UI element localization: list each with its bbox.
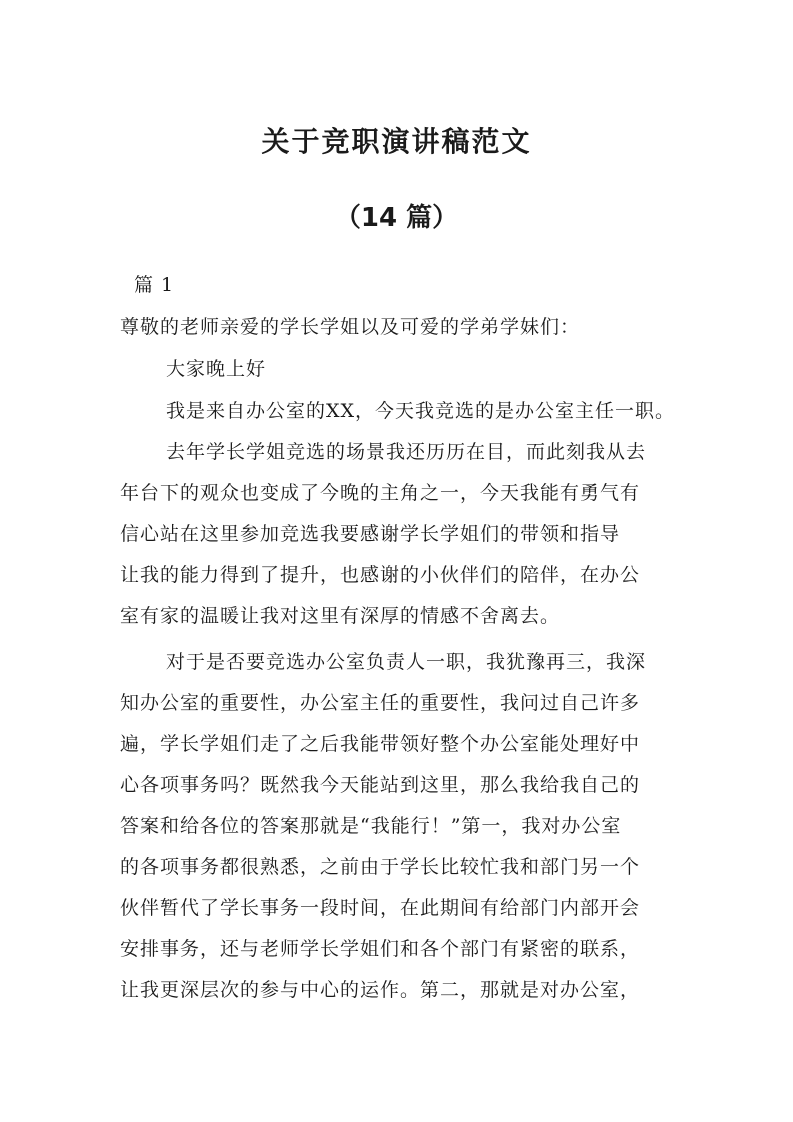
body-line: 知办公室的重要性，办公室主任的重要性，我问过自己许多 [120, 692, 641, 714]
body-line: 室有家的温暖让我对这里有深厚的情感不舍离去。 [120, 605, 561, 627]
body-line: 安排事务，还与老师学长学姐们和各个部门有紧密的联系， [120, 938, 641, 960]
body-line: 信心站在这里参加竞选我要感谢学长学姐们的带领和指导 [120, 523, 621, 545]
body-line: 让我的能力得到了提升，也感谢的小伙伴们的陪伴，在办公 [120, 564, 641, 586]
section-label: 篇 1 [134, 274, 175, 296]
body-line: 我是来自办公室的XX，今天我竞选的是办公室主任一职。 [166, 400, 676, 422]
body-line: 伙伴暂代了学长事务一段时间，在此期间有给部门内部开会 [120, 897, 641, 919]
body-line: 心各项事务吗？既然我今天能站到这里，那么我给我自己的 [120, 774, 641, 796]
body-line: 对于是否要竞选办公室负责人一职，我犹豫再三，我深 [166, 651, 647, 673]
salutation: 尊敬的老师亲爱的学长学姐以及可爱的学弟学妹们： [120, 316, 581, 338]
body-line: 答案和给各位的答案那就是“我能行！”第一，我对办公室 [120, 815, 622, 837]
body-line: 遍，学长学姐们走了之后我能带领好整个办公室能处理好中 [120, 733, 641, 755]
document-title: 关于竞职演讲稿范文 [261, 125, 532, 158]
body-line: 的各项事务都很熟悉，之前由于学长比较忙我和部门另一个 [120, 856, 641, 878]
greeting: 大家晚上好 [166, 358, 267, 380]
body-line: 年台下的观众也变成了今晚的主角之一，今天我能有勇气有 [120, 482, 641, 504]
document-subtitle: （14 篇） [334, 203, 459, 233]
body-line: 让我更深层次的参与中心的运作。第二，那就是对办公室， [120, 979, 641, 1001]
body-line: 去年学长学姐竞选的场景我还历历在目，而此刻我从去 [166, 441, 647, 463]
